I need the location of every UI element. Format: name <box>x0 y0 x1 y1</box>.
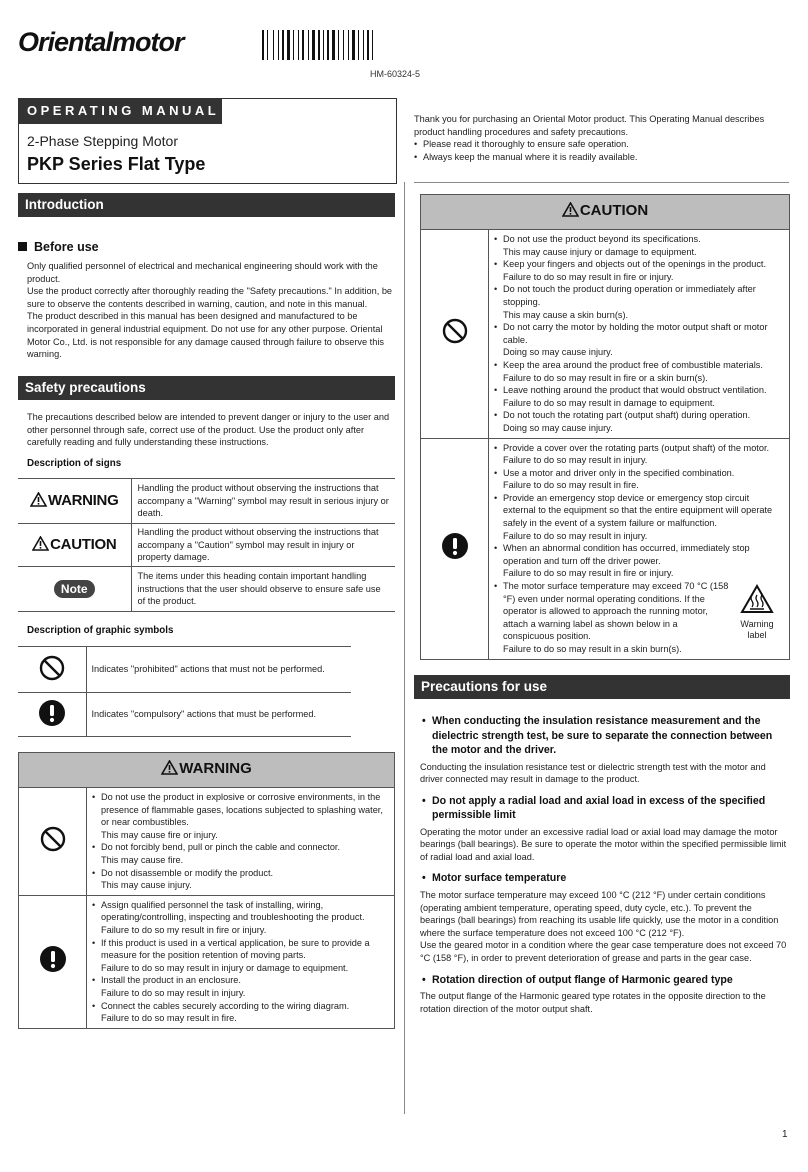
page-number: 1 <box>782 1129 788 1140</box>
intro-bullet: • Always keep the manual where it is readily available. <box>414 151 786 164</box>
intro-bullet: • Please read it thoroughly to ensure safe operation. <box>414 138 786 151</box>
column-divider <box>404 182 405 1114</box>
caution-compulsory-row: • Provide a cover over the rotating parts (output shaft) of the motor. Failure to do so may result in injury. • Use a motor and driver only in the specified combination. Failure to do so may result in fire. • Provide an emergency stop device or emergency stop circuit external to the equipment so that the entire equipment will operate safely in the event of a system failure or malfunction. Failure to do so may result in injury. • When an abnormal condition has occurred, immediately stop operation and turn off the driver power. Failure to do so may result in fire or injury. • The motor surface temperature may exceed 70 °C (158 °F) even under normal operating conditions. If the operator is allowed to approach the running motor, attach a warning label as shown below in a conspicuous position. Failure to do so may result in a skin burn(s). Warning label <box>421 439 789 659</box>
barcode-bar <box>343 30 344 60</box>
caution-item: • Keep your fingers and objects out of the openings in the product. <box>494 258 783 271</box>
product-title: PKP Series Flat Type <box>27 154 206 174</box>
before-use-heading: Before use <box>18 239 99 255</box>
warning-item: • Do not disassemble or modify the product. <box>92 867 388 880</box>
caution-item: • Leave nothing around the product that would obstruct ventilation. <box>494 384 783 397</box>
graphic-symbols-table <box>18 646 351 737</box>
barcode-bar <box>325 30 326 60</box>
barcode-bar <box>293 30 294 60</box>
barcode-bar <box>367 30 369 60</box>
caution-triangle-icon <box>562 197 579 229</box>
sign-row-warning <box>18 479 395 524</box>
barcode-bar <box>310 30 311 60</box>
warning-prohibited-row: • Do not use the product in explosive or corrosive environments, in the presence of flammable gases, locations subjected to splashing water, or near combustibles. This may cause fire or injury. • Do not forcibly bend, pull or pinch the cable and connector. This may cause fire. • Do not disassemble or modify the product. This may cause injury. <box>19 788 394 896</box>
right-top-rule <box>414 182 789 183</box>
warning-label: WARNING <box>48 491 119 509</box>
prohibited-description: Indicates "prohibited" actions that must not be performed. <box>86 647 351 693</box>
barcode-bar <box>323 30 324 60</box>
barcode-bar <box>302 30 304 60</box>
warning-triangle-icon <box>30 492 47 510</box>
barcode-bar <box>262 30 264 60</box>
caution-item: • Provide a cover over the rotating parts (output shaft) of the motor. <box>494 442 783 455</box>
graphic-symbols-heading: Description of graphic symbols <box>27 625 174 636</box>
caution-item: • The motor surface temperature may exceed 70 °C (158 °F) even under normal operating conditions. If the operator is allowed to approach the running motor, attach a warning label as shown below in a conspicuous position. <box>494 580 731 643</box>
barcode-bar <box>345 30 347 60</box>
caution-prohibited-row: • Do not use the product beyond its specifications. This may cause injury or damage to equipment. • Keep your fingers and objects out of the openings in the product. Failure to do so may result in fire or injury. • Do not touch the product during operation or immediately after stopping. This may cause a skin burn(s). • Do not carry the motor by holding the motor output shaft or motor cable. Doing so may cause injury. • Keep the area around the product free of combustible materials. Failure to do so may result in fire or a skin burn(s). • Leave nothing around the product that would obstruct ventilation. Failure to do so may result in damage to equipment. • Do not touch the rotating part (output shaft) during operation. Doing so may cause injury. <box>421 230 789 439</box>
barcode-bar <box>312 30 315 60</box>
barcode-bar <box>318 30 320 60</box>
temperature-caution: • The motor surface temperature may exceed 70 °C (158 °F) even under normal operating conditions. If the operator is allowed to approach the running motor, attach a warning label as shown below in a conspicuous position. Failure to do so may result in a skin burn(s). Warning label <box>494 580 783 656</box>
signs-heading: Description of signs <box>27 458 122 469</box>
barcode-bar <box>308 30 309 60</box>
compulsory-icon <box>38 719 66 729</box>
barcode-bar <box>291 30 292 60</box>
precautions-list <box>420 714 788 1015</box>
sign-row-note <box>18 567 395 612</box>
document-code: HM-60324-5 <box>370 69 421 79</box>
barcode-bar <box>298 30 299 60</box>
product-subtitle: 2-Phase Stepping Motor <box>27 133 178 149</box>
caution-box-title: CAUTION <box>579 202 649 219</box>
caution-item: • Do not carry the motor by holding the motor output shaft or motor cable. <box>494 321 783 346</box>
signs-table <box>18 478 395 612</box>
warning-box <box>18 752 395 1029</box>
caution-item: • Do not use the product beyond its specifications. <box>494 233 783 246</box>
precaution-body: Operating the motor under an excessive radial load or axial load may damage the motor bearings (ball bearings). Be sure to operate the motor within the specified permissible limit of radial load and axial load. <box>420 826 787 862</box>
manual-tag: OPERATING MANUAL <box>18 98 222 124</box>
barcode-bar <box>356 30 357 60</box>
barcode-bar <box>360 30 362 60</box>
prohibited-icon <box>442 318 468 349</box>
barcode-bar <box>278 30 279 60</box>
safety-intro: The precautions described below are intended to prevent danger or injury to the user and other personnel through safe, correct use of the product. Use the product only after carefully reading and fully understanding these instructions. <box>27 412 390 448</box>
barcode-bar <box>300 30 301 60</box>
compulsory-icon <box>39 945 67 978</box>
barcode-bar <box>321 30 322 60</box>
warning-box-header <box>19 753 394 788</box>
caution-item: • Keep the area around the product free of combustible materials. <box>494 359 783 372</box>
thank-you-text: Thank you for purchasing an Oriental Motor product. This Operating Manual describes product handling procedures and safety precautions. • Please read it thoroughly to ensure safe operation. • Always keep the manual where it is readily available. <box>414 113 786 163</box>
prohibited-icon <box>40 826 66 857</box>
sign-row-caution <box>18 524 395 567</box>
warning-item: • Connect the cables securely according to the wiring diagram. <box>92 1000 388 1013</box>
barcode-bar <box>267 30 268 60</box>
note-badge: Note <box>54 580 95 598</box>
caution-box-header <box>421 195 789 230</box>
warning-item: • Install the product in an enclosure. <box>92 974 388 987</box>
barcode-bar <box>370 30 371 60</box>
barcode-bar <box>269 30 272 60</box>
precaution-body: Conducting the insulation resistance test or dielectric strength test with the motor and driver connected may result in damage to the product. <box>420 761 766 785</box>
barcode-bar <box>330 30 331 60</box>
graphic-row-compulsory <box>18 693 351 737</box>
precautions-heading: Precautions for use <box>414 675 790 699</box>
compulsory-icon <box>441 532 469 565</box>
barcode-bar <box>273 30 274 60</box>
warning-description: Handling the product without observing the instructions that accompany a "Warning" symbol may result in serious injury or death. <box>131 479 395 524</box>
barcode <box>262 30 396 60</box>
warning-item: • If this product is used in a vertical application, be sure to provide a measure for the position retention of moving parts. <box>92 937 388 962</box>
barcode-bar <box>348 30 349 60</box>
barcode-bar <box>336 30 337 60</box>
barcode-bar <box>358 30 359 60</box>
safety-precautions-heading: Safety precautions <box>18 376 395 400</box>
barcode-bar <box>327 30 329 60</box>
barcode-bar <box>365 30 366 60</box>
barcode-bar <box>374 30 377 60</box>
warning-item: • Do not forcibly bend, pull or pinch the cable and connector. <box>92 841 388 854</box>
warning-box-title: WARNING <box>179 760 252 777</box>
caution-item: • When an abnormal condition has occurred, immediately stop operation and turn off the driver power. <box>494 542 783 567</box>
caution-label: CAUTION <box>50 535 117 553</box>
warning-label-figure <box>731 580 783 656</box>
caution-item: • Do not touch the product during operation or immediately after stopping. <box>494 283 783 308</box>
barcode-bar <box>275 30 277 60</box>
warning-label-caption: Warning label <box>740 618 774 641</box>
barcode-bar <box>295 30 297 60</box>
barcode-bar <box>287 30 290 60</box>
note-description: The items under this heading contain important handling instructions that the user should observe to ensure safe use of the product. <box>131 567 395 612</box>
prohibited-icon <box>39 673 65 683</box>
warning-item: • Assign qualified personnel the task of installing, wiring, operating/controlling, inspecting and troubleshooting the product. <box>92 899 388 924</box>
barcode-bar <box>332 30 335 60</box>
barcode-bar <box>265 30 266 60</box>
introduction-heading: Introduction <box>18 193 395 217</box>
precaution-body: Use the geared motor in a condition where the gear case temperature does not exceed 70 °C (158 °F), in order to prevent deterioration of grease and parts in the gear case. <box>420 940 787 963</box>
precaution-title: • Do not apply a radial load and axial load in excess of the specified permissible limit <box>420 794 788 823</box>
caution-box <box>420 194 790 660</box>
barcode-bar <box>350 30 351 60</box>
compulsory-description: Indicates "compulsory" actions that must be performed. <box>86 693 351 737</box>
precaution-title: • Rotation direction of output flange of Harmonic geared type <box>420 973 788 988</box>
hot-surface-warning-icon <box>740 606 774 617</box>
barcode-bar <box>352 30 355 60</box>
barcode-bar <box>316 30 317 60</box>
warning-triangle-icon <box>161 755 178 787</box>
barcode-bar <box>285 30 286 60</box>
barcode-bar <box>340 30 342 60</box>
caution-item: • Do not touch the rotating part (output shaft) during operation. <box>494 409 783 422</box>
barcode-bar <box>338 30 339 60</box>
before-use-text: Only qualified personnel of electrical and mechanical engineering should work with the product. Use the product correctly after thoroughly reading the "Safety precautions." In addition, be sure to observe the contents described in warning, caution, and note in this manual. The product described in this manual has been designed and manufactured to be incorporated in general industrial equipment. Do not use for any other purpose. Oriental Motor Co., Ltd. is not responsible for any damage caused through failure to observe this warning. <box>27 261 393 360</box>
warning-item: • Do not use the product in explosive or corrosive environments, in the presence of flammable gases, locations subjected to splashing water, or near combustibles. <box>92 791 388 829</box>
barcode-bar <box>363 30 364 60</box>
graphic-row-prohibited <box>18 647 351 693</box>
caution-item: • Provide an emergency stop device or emergency stop circuit external to the equipment so that the entire equipment will operate safely in the event of a system failure or malfunction. <box>494 492 783 530</box>
precaution-title: • Motor surface temperature <box>420 871 788 886</box>
precaution-title: • When conducting the insulation resistance measurement and the dielectric strength test, be sure to separate the connection between the motor and the driver. <box>420 714 788 758</box>
precaution-body: The output flange of the Harmonic geared type rotates in the opposite direction to the rotation direction of the motor output shaft. <box>420 991 766 1014</box>
barcode-bar <box>372 30 373 60</box>
caution-description: Handling the product without observing the instructions that accompany a "Caution" symbol may result in injury or property damage. <box>131 524 395 567</box>
caution-triangle-icon <box>32 536 49 554</box>
warning-compulsory-row: • Assign qualified personnel the task of installing, wiring, operating/controlling, inspecting and troubleshooting the product. Failure to do so my result in fire or injury. • If this product is used in a vertical application, be sure to provide a measure for the position retention of moving parts. Failure to do so may result in injury or damage to equipment. • Install the product in an enclosure. Failure to do so may result in injury. • Connect the cables securely according to the wiring diagram. Failure to do so may result in fire. <box>19 896 394 1028</box>
caution-item: • Use a motor and driver only in the specified combination. <box>494 467 783 480</box>
barcode-bar <box>282 30 284 60</box>
oriental-motor-logo: Orientalmotor <box>18 27 184 57</box>
barcode-bar <box>305 30 307 60</box>
barcode-bar <box>280 30 281 60</box>
precaution-body: The motor surface temperature may exceed 100 °C (212 °F) under certain conditions (operating ambient temperature, operating speed, duty cycle, etc.). To prevent the bearings (ball bearings) from reaching its usable life quickly, use the motor in a condition where the surface temperature does not exceed 100 °C (212 °F). <box>420 889 779 938</box>
